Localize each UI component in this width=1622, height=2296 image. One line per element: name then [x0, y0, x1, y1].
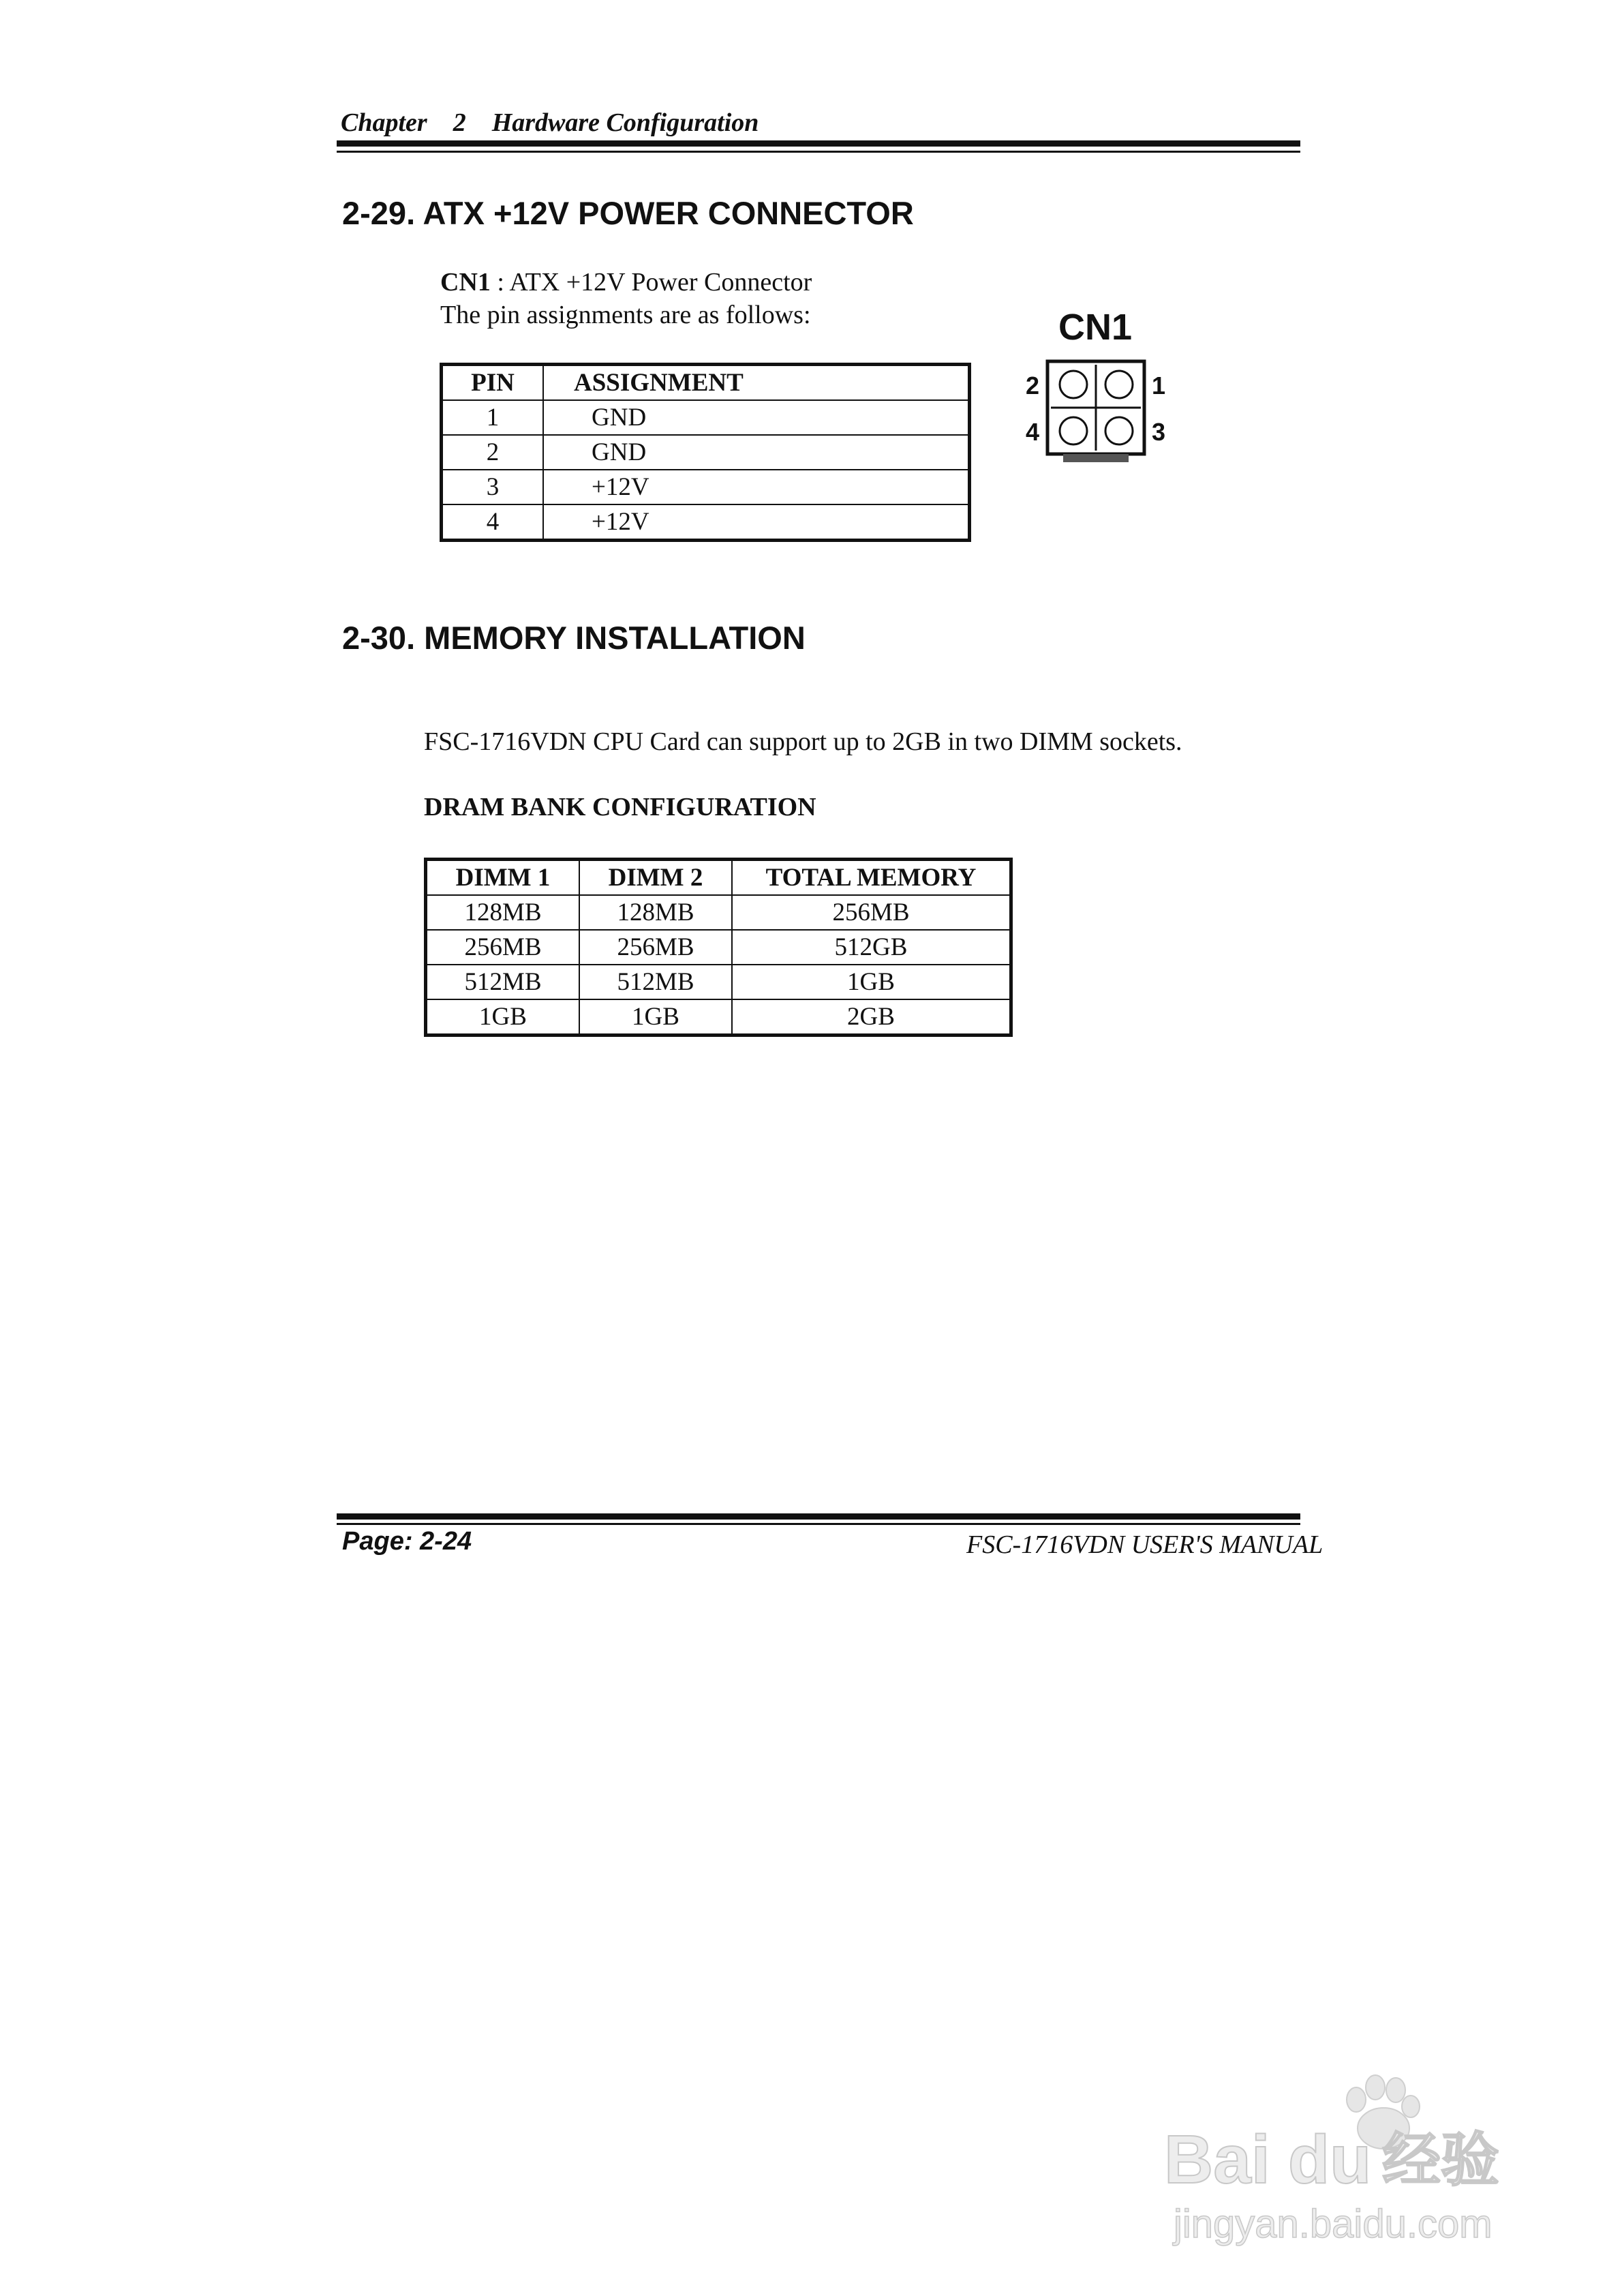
watermark-brand-right: du [1288, 2121, 1372, 2198]
table-header-row [442, 365, 970, 401]
dimm1-cell: 512MB [426, 965, 580, 999]
pin-assignment: GND [543, 400, 970, 435]
connector-latch [1063, 454, 1129, 462]
table-header-row [426, 860, 1011, 896]
manual-title: FSC-1716VDN USER'S MANUAL [966, 1530, 1323, 1559]
table-row [442, 470, 970, 504]
diagram-label: CN1 [1058, 314, 1133, 348]
page-number: Page: 2-24 [342, 1527, 472, 1556]
connector-name: CN1 [440, 268, 491, 297]
connector-description [440, 267, 812, 297]
column-header-dimm2: DIMM 2 [579, 860, 732, 896]
dimm1-cell: 256MB [426, 930, 580, 965]
pin-socket [1060, 371, 1087, 398]
total-memory-cell: 256MB [732, 895, 1011, 930]
column-header-assignment: ASSIGNMENT [543, 365, 970, 401]
column-header-pin: PIN [442, 365, 544, 401]
dram-table-title: DRAM BANK CONFIGURATION [424, 793, 816, 821]
pin-number: 1 [442, 400, 544, 435]
pin-socket [1060, 417, 1087, 444]
table-row [442, 504, 970, 541]
footer-rule-thin [337, 1523, 1300, 1525]
header-rule [337, 140, 1300, 147]
watermark-url: jingyan.baidu.com [1174, 2202, 1493, 2246]
pin-label: 1 [1151, 372, 1166, 399]
chapter-header: Chapter 2 Hardware Configuration [341, 108, 759, 137]
dimm2-cell: 128MB [579, 895, 732, 930]
cn1-connector-diagram [1019, 314, 1189, 491]
column-header-total-memory: TOTAL MEMORY [732, 860, 1011, 896]
footer-rule [337, 1513, 1300, 1520]
table-row [426, 965, 1011, 999]
pin-number: 4 [442, 504, 544, 541]
total-memory-cell: 1GB [732, 965, 1011, 999]
watermark-cn-text: 经验 [1382, 2126, 1499, 2194]
dimm2-cell: 1GB [579, 999, 732, 1036]
column-header-dimm1: DIMM 1 [426, 860, 580, 896]
pin-assignment: +12V [543, 504, 970, 541]
total-memory-cell: 512GB [732, 930, 1011, 965]
pin-label: 3 [1151, 418, 1166, 446]
pin-assignment: +12V [543, 470, 970, 504]
dimm2-cell: 512MB [579, 965, 732, 999]
baidu-watermark [1159, 2052, 1540, 2256]
dimm1-cell: 1GB [426, 999, 580, 1036]
table-row [426, 930, 1011, 965]
watermark-brand-left: Bai [1164, 2121, 1270, 2198]
total-memory-cell: 2GB [732, 999, 1011, 1036]
dimm2-cell: 256MB [579, 930, 732, 965]
table-row [442, 400, 970, 435]
header-rule-thin [337, 151, 1300, 153]
connector-description-text: : ATX +12V Power Connector [490, 268, 812, 297]
pin-number: 3 [442, 470, 544, 504]
dram-bank-table [424, 858, 1013, 1037]
table-row [442, 435, 970, 470]
pin-number: 2 [442, 435, 544, 470]
pin-assignment-intro: The pin assignments are as follows: [440, 301, 811, 329]
pin-label: 4 [1025, 418, 1040, 446]
table-row [426, 895, 1011, 930]
pin-assignment-table [440, 363, 971, 542]
pin-assignment: GND [543, 435, 970, 470]
table-row [426, 999, 1011, 1036]
dimm1-cell: 128MB [426, 895, 580, 930]
pin-label: 2 [1025, 372, 1040, 399]
section-title-atx-power: 2-29. ATX +12V POWER CONNECTOR [342, 195, 914, 231]
pin-socket [1105, 371, 1133, 398]
memory-description: FSC-1716VDN CPU Card can support up to 2GB in two DIMM sockets. [424, 727, 1182, 756]
section-title-memory: 2-30. MEMORY INSTALLATION [342, 620, 806, 656]
pin-socket [1105, 417, 1133, 444]
